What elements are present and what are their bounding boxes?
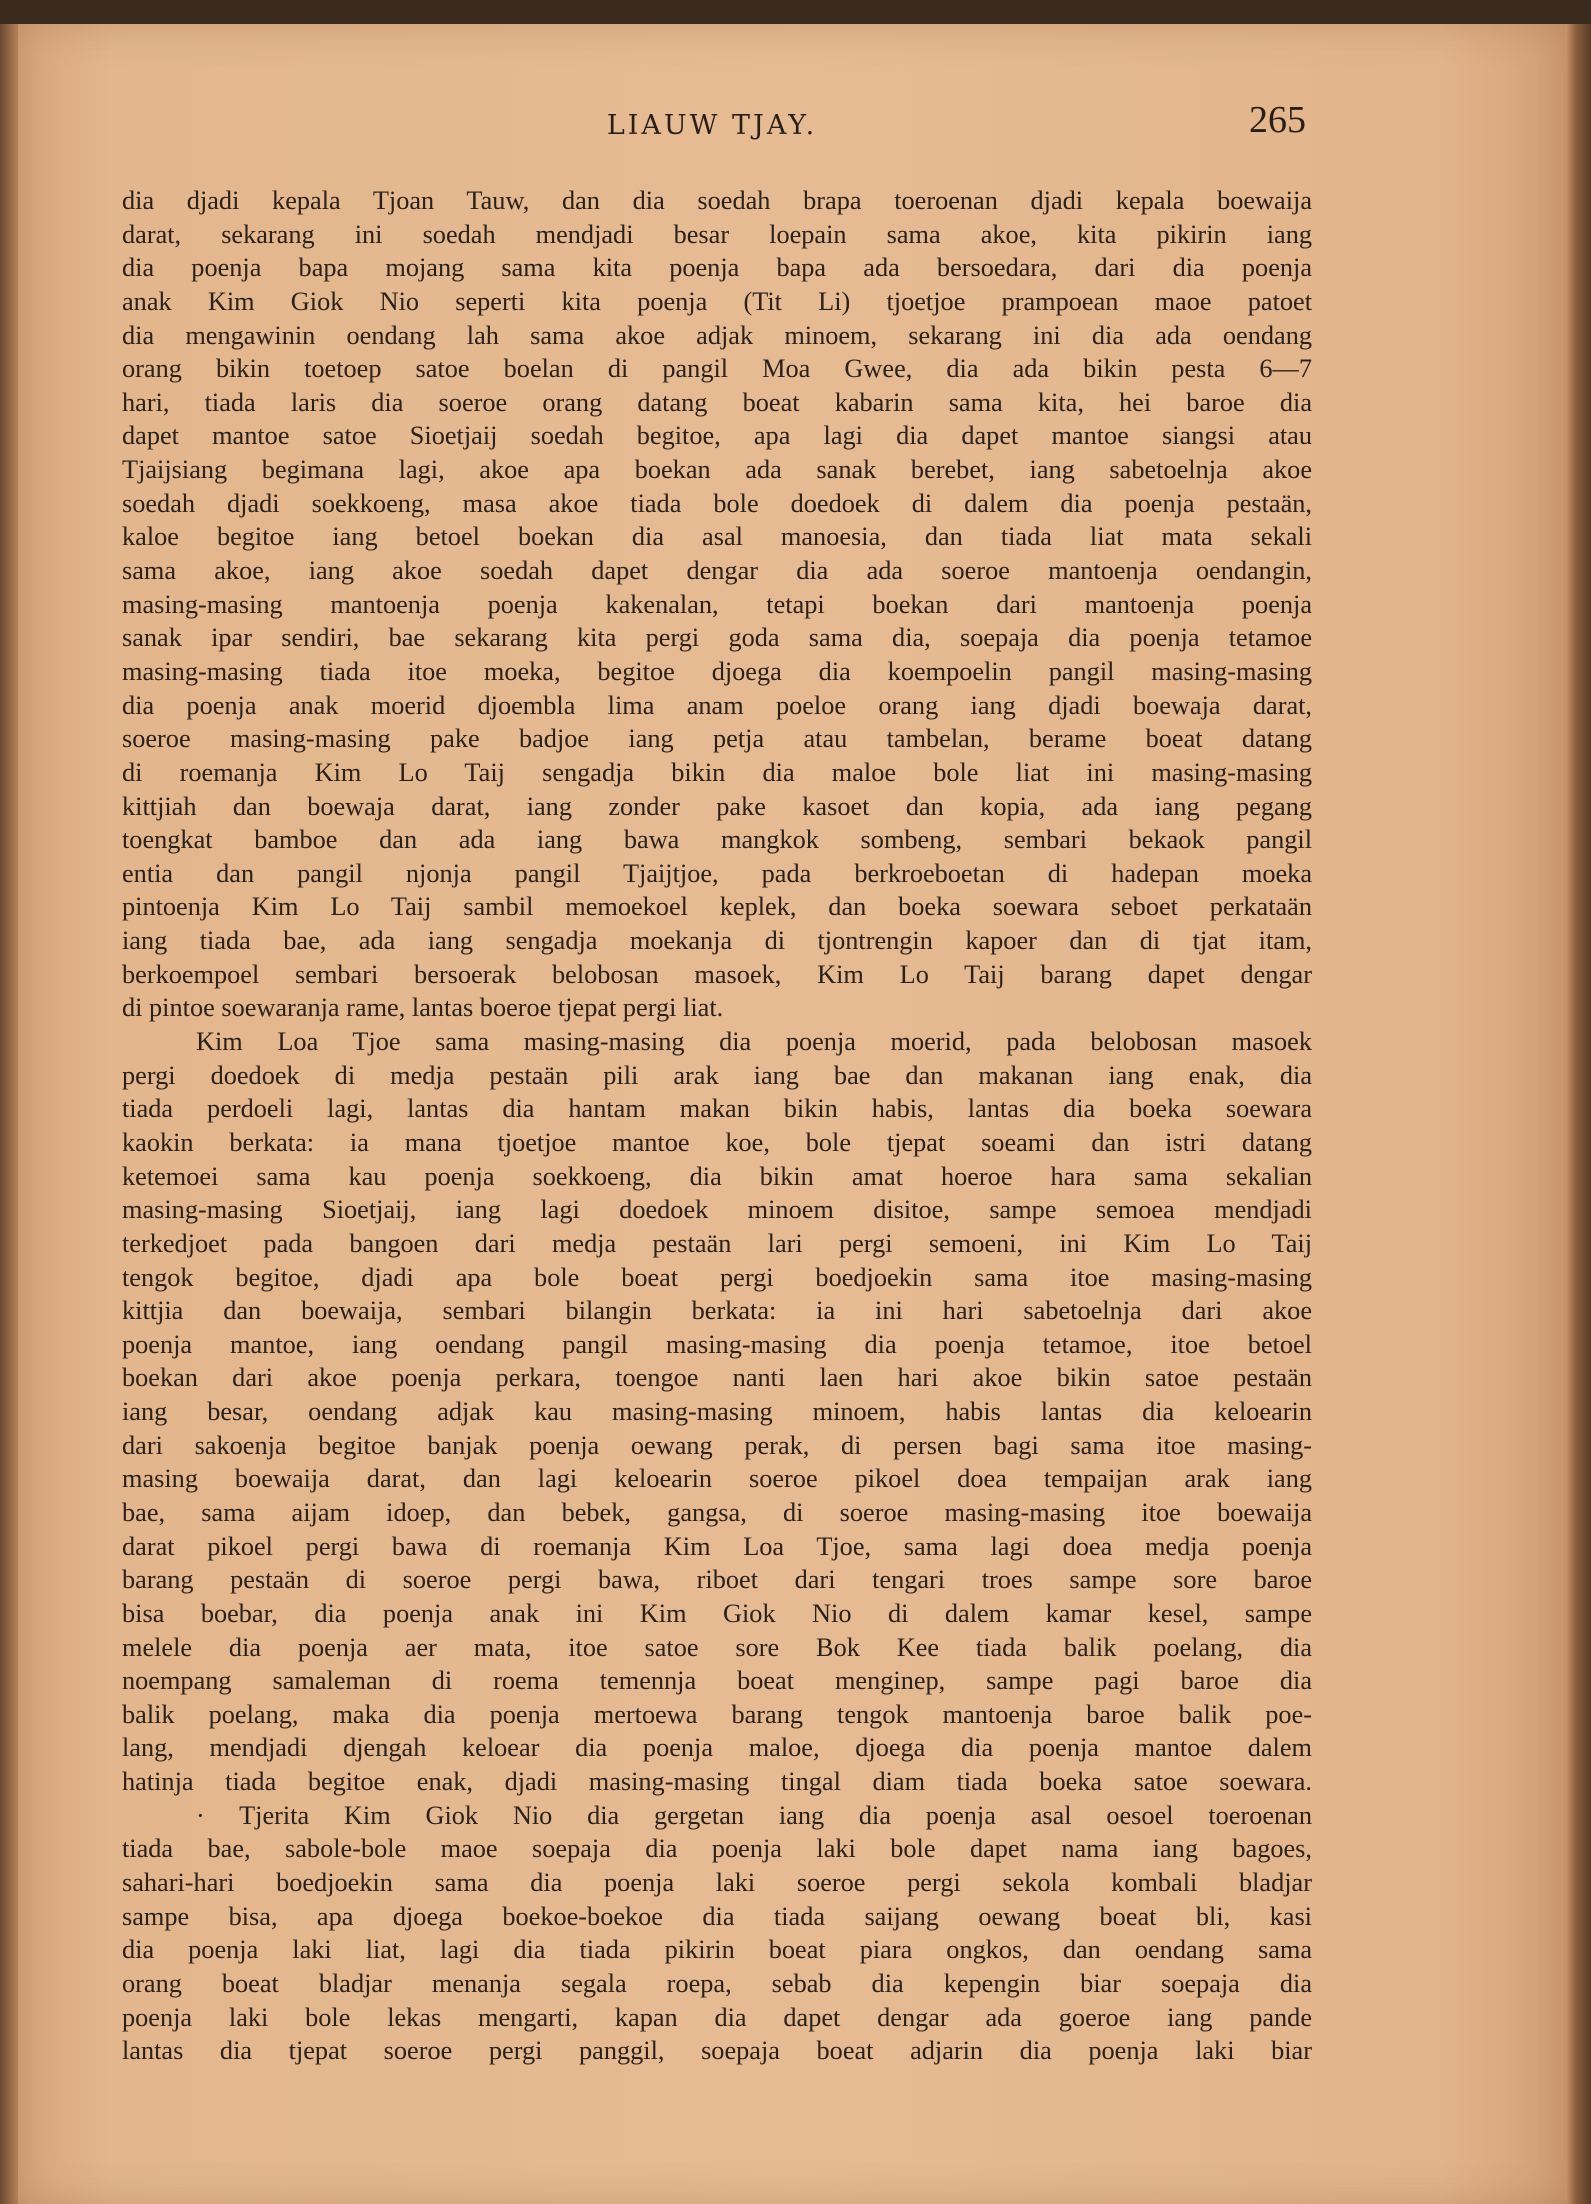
text-line: soeroe masing-masing pake badjoe iang petja atau tambelan, berame boeat datang xyxy=(122,724,1312,754)
text-line: soedah djadi soekkoeng, masa akoe tiada bole doedoek di dalem dia poenja pestaän, xyxy=(122,488,1312,518)
text-line: kaloe begitoe iang betoel boekan dia asal manoesia, dan tiada liat mata sekali xyxy=(122,522,1312,552)
text-line: bisa boebar, dia poenja anak ini Kim Giok Nio di dalem kamar kesel, sampe xyxy=(122,1598,1312,1628)
text-line: iang besar, oendang adjak kau masing-masing minoem, habis lantas dia keloearin xyxy=(122,1397,1312,1427)
text-line: Tjaijsiang begimana lagi, akoe apa boekan ada sanak berebet, iang sabetoelnja akoe xyxy=(122,455,1312,485)
text-line: dia mengawinin oendang lah sama akoe adjak minoem, sekarang ini dia ada oendang xyxy=(122,320,1312,350)
text-line: tiada bae, sabole-bole maoe soepaja dia poenja laki bole dapet nama iang bagoes, xyxy=(122,1834,1312,1864)
text-line: darat pikoel pergi bawa di roemanja Kim Loa Tjoe, sama lagi doea medja poenja xyxy=(122,1531,1312,1561)
text-line: sampe bisa, apa djoega boekoe-boekoe dia tiada saijang oewang boeat bli, kasi xyxy=(122,1901,1312,1931)
text-line: lantas dia tjepat soeroe pergi panggil, soepaja boeat adjarin dia poenja laki biar xyxy=(122,2036,1312,2066)
text-line: dia poenja anak moerid djoembla lima anam poeloe orang iang djadi boewaja darat, xyxy=(122,690,1312,720)
page-number: 265 xyxy=(1249,99,1306,141)
text-line: darat, sekarang ini soedah mendjadi besar loepain sama akoe, kita pikirin iang xyxy=(122,219,1312,249)
text-line: hari, tiada laris dia soeroe orang datang boeat kabarin sama kita, hei baroe dia xyxy=(122,387,1312,417)
text-line: entia dan pangil njonja pangil Tjaijtjoe, pada berkroeboetan di hadepan moeka xyxy=(122,858,1312,888)
text-line: masing-masing Sioetjaij, iang lagi doedoek minoem disitoe, sampe semoea mendjadi xyxy=(122,1195,1312,1225)
text-line: melele dia poenja aer mata, itoe satoe sore Bok Kee tiada balik poelang, dia xyxy=(122,1632,1312,1662)
text-line: ketemoei sama kau poenja soekkoeng, dia bikin amat hoeroe hara sama sekalian xyxy=(122,1161,1312,1191)
page-left-edge xyxy=(0,24,18,2204)
text-line: · Tjerita Kim Giok Nio dia gergetan iang dia poenja asal oesoel toeroenan xyxy=(196,1800,1312,1830)
text-line: berkoempoel sembari bersoerak belobosan masoek, Kim Lo Taij barang dapet dengar xyxy=(122,959,1312,989)
page-header xyxy=(122,98,1306,148)
text-line: dia poenja laki liat, lagi dia tiada pikirin boeat piara ongkos, dan oendang sama xyxy=(122,1935,1312,1965)
text-line: masing-masing tiada itoe moeka, begitoe djoega dia koempoelin pangil masing-masing xyxy=(122,656,1312,686)
text-line: kittjiah dan boewaja darat, iang zonder pake kasoet dan kopia, ada iang pegang xyxy=(122,791,1312,821)
text-line: dia djadi kepala Tjoan Tauw, dan dia soedah brapa toeroenan djadi kepala boewaija xyxy=(122,186,1312,215)
text-line: orang bikin toetoep satoe boelan di pangil Moa Gwee, dia ada bikin pesta 6—7 xyxy=(122,354,1312,384)
text-line: kaokin berkata: ia mana tjoetjoe mantoe koe, bole tjepat soeami dan istri datang xyxy=(122,1127,1312,1157)
text-line: pintoenja Kim Lo Taij sambil memoekoel keplek, dan boeka soewara seboet perkataän xyxy=(122,892,1312,922)
body-text xyxy=(122,184,1312,2068)
text-line: sama akoe, iang akoe soedah dapet dengar dia ada soeroe mantoenja oendangin, xyxy=(122,556,1312,586)
text-line: dari sakoenja begitoe banjak poenja oewang perak, di persen bagi sama itoe masing- xyxy=(122,1430,1312,1460)
text-line: balik poelang, maka dia poenja mertoewa barang tengok mantoenja baroe balik poe- xyxy=(122,1699,1312,1729)
text-line: pergi doedoek di medja pestaän pili arak iang bae dan makanan iang enak, dia xyxy=(122,1060,1312,1090)
text-line: tiada perdoeli lagi, lantas dia hantam makan bikin habis, lantas dia boeka soewara xyxy=(122,1094,1312,1124)
text-line: bae, sama aijam idoep, dan bebek, gangsa, di soeroe masing-masing itoe boewaija xyxy=(122,1497,1312,1527)
text-line: dapet mantoe satoe Sioetjaij soedah begitoe, apa lagi dia dapet mantoe siangsi atau xyxy=(122,421,1312,451)
text-line: tengok begitoe, djadi apa bole boeat pergi boedjoekin sama itoe masing-masing xyxy=(122,1262,1312,1292)
text-line: di roemanja Kim Lo Taij sengadja bikin dia maloe bole liat ini masing-masing xyxy=(122,757,1312,787)
text-line: toengkat bamboe dan ada iang bawa mangkok sombeng, sembari bekaok pangil xyxy=(122,825,1312,855)
text-line: masing boewaija darat, dan lagi keloearin soeroe pikoel doea tempaijan arak iang xyxy=(122,1464,1312,1494)
text-line: orang boeat bladjar menanja segala roepa, sebab dia kepengin biar soepaja dia xyxy=(122,1968,1312,1998)
text-line: poenja mantoe, iang oendang pangil masing-masing dia poenja tetamoe, itoe betoel xyxy=(122,1329,1312,1359)
text-line: lang, mendjadi djengah keloear dia poenja maloe, djoega dia poenja mantoe dalem xyxy=(122,1733,1312,1763)
text-line: iang tiada bae, ada iang sengadja moekanja di tjontrengin kapoer dan di tjat itam, xyxy=(122,926,1312,956)
running-title: LIAUW TJAY. xyxy=(606,110,818,141)
text-line: poenja laki bole lekas mengarti, kapan dia dapet dengar ada goeroe iang pande xyxy=(122,2002,1312,2032)
text-line: hatinja tiada begitoe enak, djadi masing-masing tingal diam tiada boeka satoe soewara. xyxy=(122,1767,1312,1797)
page-right-edge xyxy=(1566,24,1591,2204)
text-line: noempang samaleman di roema temennja boeat menginep, sampe pagi baroe dia xyxy=(122,1666,1312,1696)
text-line: masing-masing mantoenja poenja kakenalan, tetapi boekan dari mantoenja poenja xyxy=(122,589,1312,619)
text-line: di pintoe soewaranja rame, lantas boeroe tjepat pergi liat. xyxy=(122,993,724,1023)
text-line: anak Kim Giok Nio seperti kita poenja (Tit Li) tjoetjoe prampoean maoe patoet xyxy=(122,286,1312,316)
text-line: Kim Loa Tjoe sama masing-masing dia poenja moerid, pada belobosan masoek xyxy=(196,1027,1312,1057)
text-line: sanak ipar sendiri, bae sekarang kita pergi goda sama dia, soepaja dia poenja tetamoe xyxy=(122,623,1312,653)
text-line: barang pestaän di soeroe pergi bawa, riboet dari tengari troes sampe sore baroe xyxy=(122,1565,1312,1595)
text-line: terkedjoet pada bangoen dari medja pestaän lari pergi semoeni, ini Kim Lo Taij xyxy=(122,1228,1312,1258)
text-line: sahari-hari boedjoekin sama dia poenja laki soeroe pergi sekola kombali bladjar xyxy=(122,1868,1312,1898)
text-line: dia poenja bapa mojang sama kita poenja bapa ada bersoedara, dari dia poenja xyxy=(122,253,1312,283)
text-line: boekan dari akoe poenja perkara, toengoe nanti laen hari akoe bikin satoe pestaän xyxy=(122,1363,1312,1393)
text-line: kittjia dan boewaija, sembari bilangin berkata: ia ini hari sabetoelnja dari akoe xyxy=(122,1296,1312,1326)
